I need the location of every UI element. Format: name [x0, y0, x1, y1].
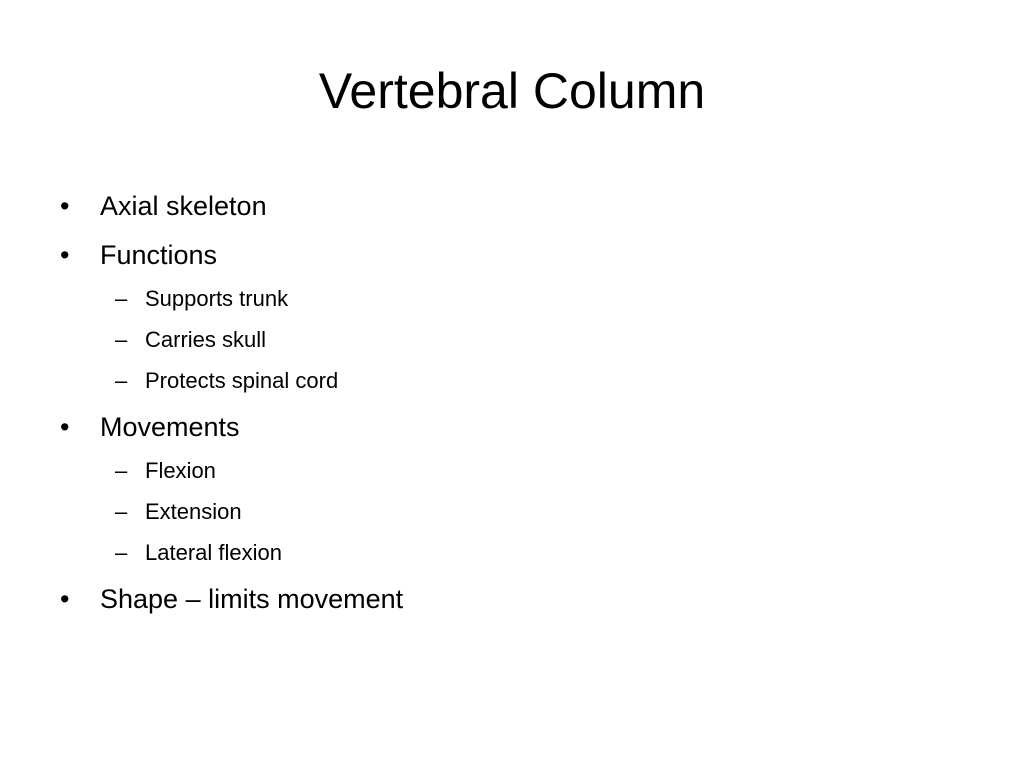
bullet-text: Movements	[100, 412, 240, 442]
sub-bullet-text: Protects spinal cord	[145, 368, 339, 393]
sub-bullet-text: Supports trunk	[145, 286, 289, 311]
bullet-text: Axial skeleton	[100, 191, 267, 221]
dash-icon: –	[115, 368, 128, 393]
slide-title: Vertebral Column	[318, 63, 706, 119]
bullet-icon: •	[60, 191, 70, 221]
bullet-text: Functions	[100, 240, 218, 270]
bullet-icon: •	[60, 240, 70, 270]
bullet-icon: •	[60, 412, 70, 442]
sub-bullet-text: Lateral flexion	[145, 540, 282, 565]
dash-icon: –	[115, 458, 128, 483]
dash-icon: –	[115, 499, 128, 524]
bullet-icon: •	[60, 584, 70, 614]
bullet-text: Shape – limits movement	[100, 584, 404, 614]
sub-bullet-text: Carries skull	[145, 327, 267, 352]
dash-icon: –	[115, 327, 128, 352]
dash-icon: –	[115, 540, 128, 565]
dash-icon: –	[115, 286, 128, 311]
sub-bullet-text: Extension	[145, 499, 242, 524]
sub-bullet-text: Flexion	[145, 458, 216, 483]
